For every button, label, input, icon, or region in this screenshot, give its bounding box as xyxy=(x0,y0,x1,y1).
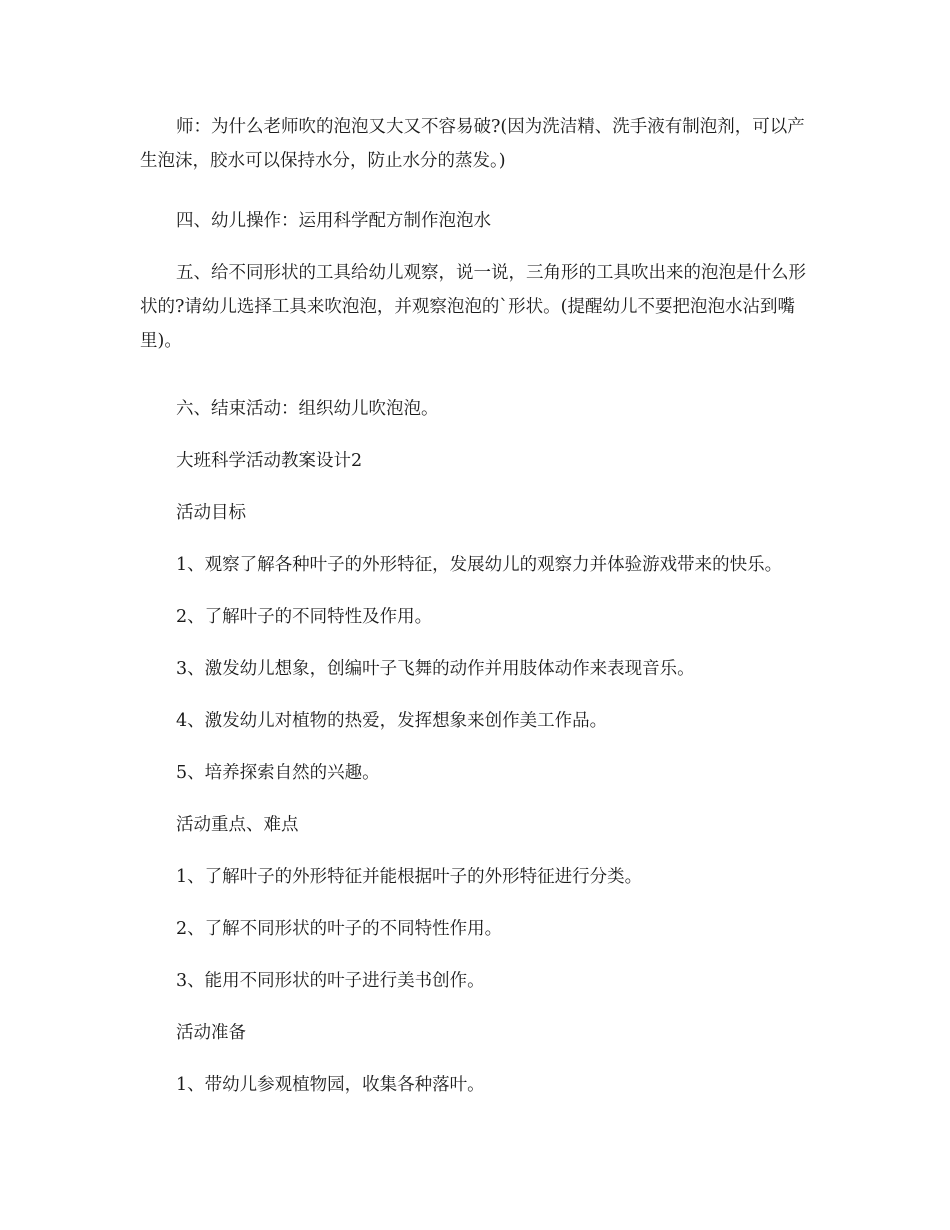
paragraph-step-five: 五、给不同形状的工具给幼儿观察，说一说，三角形的工具吹出来的泡泡是什么形状的?请幼儿选择工具来吹泡泡，并观察泡泡的`形状。(提醒幼儿不要把泡泡水沾到嘴里)。 xyxy=(140,263,806,351)
goal-item-5: 5、培养探索自然的兴趣。 xyxy=(176,763,380,783)
goal-item-2: 2、了解叶子的不同特性及作用。 xyxy=(176,607,433,627)
key-point-item-2: 2、了解不同形状的叶子的不同特性作用。 xyxy=(176,919,503,939)
goal-item-1: 1、观察了解各种叶子的外形特征，发展幼儿的观察力并体验游戏带来的快乐。 xyxy=(176,555,783,575)
paragraph-step-six: 六、结束活动：组织幼儿吹泡泡。 xyxy=(176,399,439,419)
paragraph-teacher-question: 师：为什么老师吹的泡泡又大又不容易破?(因为洗洁精、洗手液有制泡剂，可以产生泡沫，胶水可以保持水分，防止水分的蒸发。) xyxy=(140,117,805,171)
goal-item-4: 4、激发幼儿对植物的热爱，发挥想象来创作美工作品。 xyxy=(176,711,608,731)
paragraph-step-four: 四、幼儿操作：运用科学配方制作泡泡水 xyxy=(176,211,491,231)
key-point-item-1: 1、了解叶子的外形特征并能根据叶子的外形特征进行分类。 xyxy=(176,867,643,887)
section-title: 大班科学活动教案设计2 xyxy=(176,451,363,471)
preparation-item-1: 1、带幼儿参观植物园，收集各种落叶。 xyxy=(176,1075,485,1095)
heading-preparation: 活动准备 xyxy=(176,1023,246,1043)
goal-item-3: 3、激发幼儿想象，创编叶子飞舞的动作并用肢体动作来表现音乐。 xyxy=(176,659,695,679)
heading-key-points: 活动重点、难点 xyxy=(176,815,299,835)
heading-activity-goals: 活动目标 xyxy=(176,503,246,523)
key-point-item-3: 3、能用不同形状的叶子进行美书创作。 xyxy=(176,971,485,991)
